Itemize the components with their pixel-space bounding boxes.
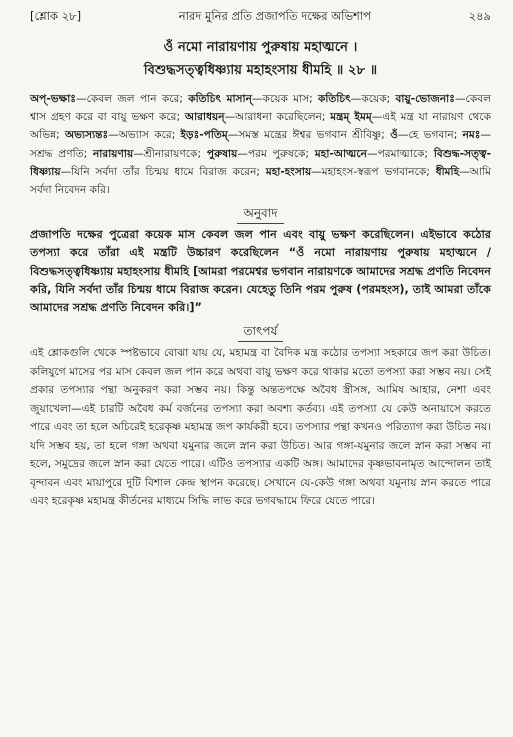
synonym-meaning: সমস্ত মন্ত্রের ঈশ্বর ভগবান শ্রীবিষ্ণু; [238, 129, 385, 142]
page-number: ২৪৯ [468, 9, 491, 23]
book-page [0, 8, 513, 737]
synonym-meaning: অভ্যাস করে; [118, 129, 176, 142]
running-header [30, 8, 491, 30]
synonym-word: কতিচিৎ [317, 93, 351, 105]
synonym-word: অপ্‌-ভক্ষাঃ [30, 93, 76, 105]
synonym-meaning: আমি সর্বদা নিবেদন করি। [30, 165, 492, 197]
synonym-word: ইড়ঃ-পতিম্‌ [180, 129, 228, 142]
synonym-meaning: কয়েক মাস; [262, 93, 313, 105]
synonym-meaning: কেবল জল পান করে; [86, 93, 183, 105]
word-meanings: অপ্‌-ভক্ষাঃ—কেবল জল পান করে; কতিচিৎ মাসান্‌—কয়েক মাস; কতিচিৎ—কয়েক; বায়ু-ভোজনাঃ—কেবল শ্বাস গ্রহণ করে বা বায়ু ভক্ষণ করে; আরাধয়ন্‌—আরাধনা করেছিলেন; মন্ত্রম্‌ ইমম্‌—এই মন্ত্র যা নারায়ণ থেকে অভিন্ন; অভ্যস্যন্তঃ—অভ্যাস করে; ইড়ঃ-পতিম্‌—সমস্ত মন্ত্রের ঈশ্বর ভগবান শ্রীবিষ্ণু; ওঁ—হে ভগবান; নমঃ—সশ্রদ্ধ প্রণতি; নারায়ণায়—শ্রীনারায়ণকে; পুরুষায়—পরম পুরুষকে; মহা-আত্মনে—পরমাত্মাকে; বিশুদ্ধ-সত্ত্ব-ধিষ্ণ্যায়—যিনি সর্বদা তাঁর চিন্ময় ধামে বিরাজ করেন; মহা-হংসায়—মহাহংস-স্বরূপ ভগবানকে; ধীমহি—আমি সর্বদা নিবেদন করি। [30, 93, 492, 197]
synonym-word: মন্ত্রম্‌ ইমম্‌ [330, 111, 372, 124]
synonym-word: অভ্যস্যন্তঃ [64, 129, 109, 142]
translation-heading: অনুবাদ [30, 203, 491, 224]
synonym-word: পুরুষায় [206, 147, 238, 160]
synonym-meaning: শ্রীনারায়ণকে; [143, 147, 202, 160]
synonym-meaning: পরম পুরুষকে; [247, 147, 310, 160]
purport-heading: তাৎপর্য [30, 321, 491, 342]
synonym-word: নারায়ণায় [92, 147, 134, 160]
synonym-word: মহা-আত্মনে [314, 147, 367, 160]
verse-reference: [শ্লোক ২৮] [30, 9, 82, 23]
purport-text: এই শ্লোকগুলি থেকে স্পষ্টভাবে বোঝা যায় যে, মহামন্ত্র বা বৈদিক মন্ত্র কঠোর তপস্যা সহকারে জপ করা উচিত। কলিযুগে মাসের পর মাস কেবল জল পান করে অথবা বায়ু ভক্ষণ করে থাকার মতো তপস্যা করা সম্ভব নয়। সেই প্রকার তপস্যার পন্থা অনুকরণ করা সম্ভব নয়। কিন্তু অন্ততপক্ষে অবৈধ স্ত্রীসঙ্গ, আমিষ আহার, নেশা এবং জুয়াখেলা—এই চারটি অবৈধ কর্ম বর্জনের তপস্যা করা অবশ্য কর্তব্য। এই তপস্যা যে কেউ অনায়াসে করতে পারে এবং তা হলে অচিরেই হরেকৃষ্ণ মহামন্ত্র জপ কার্যকরী হবে। তপস্যার পন্থা কখনও পরিত্যাগ করা উচিত নয়। যদি সম্ভব হয়, তা হলে গঙ্গা অথবা যমুনার জলে স্নান করা উচিত। আর গঙ্গা-যমুনার জলে স্নান করা সম্ভব না হলে, সমুদ্রের জলে স্নান করা যেতে পারে। এটিও তপস্যার একটি অঙ্গ। আমাদের কৃষ্ণভাবনামৃত আন্দোলন তাই বৃন্দাবন এবং মায়াপুরে দুটি বিশাল কেন্দ্র স্থাপন করেছে। সেখানে যে-কেউ গঙ্গা অথবা যমুনায় স্নান করতে পারে এবং হরেকৃষ্ণ মহামন্ত্র কীর্তনের মাধ্যমে সিদ্ধি লাভ করে ভগবদ্ধামে ফিরে যেতে পারে। [30, 347, 491, 508]
synonym-word: বায়ু-ভোজনাঃ [395, 93, 455, 105]
synonym-meaning: মহাহংস-স্বরূপ ভগবানকে; [321, 165, 430, 178]
synonym-meaning: যিনি সর্বদা তাঁর চিন্ময় ধামে বিরাজ করেন; [71, 165, 260, 178]
synonym-word: বিশুদ্ধ-সত্ত্ব-ধিষ্ণ্যায় [30, 147, 491, 178]
synonym-meaning: হে ভগবান; [408, 129, 458, 142]
synonym-meaning: কয়েক; [361, 93, 391, 105]
synonym-word: ওঁ [390, 129, 398, 142]
synonym-meaning: আরাধনা করেছিলেন; [235, 111, 326, 124]
sanskrit-verse [30, 36, 491, 82]
chapter-title: নারদ মুনির প্রতি প্রজাপতি দক্ষের অভিশাপ [178, 9, 371, 23]
synonym-meaning: পরমাত্মাকে; [377, 147, 429, 160]
verse-line-1: ওঁ নমো নারায়ণায় পুরুষায় মহাত্মনে । [163, 40, 358, 55]
synonym-word: ধীমহি [435, 165, 460, 178]
synonym-word: নমঃ [462, 129, 481, 142]
synonym-word: আরাধয়ন্‌ [184, 111, 225, 124]
synonym-meaning: সশ্রদ্ধ প্রণতি; [30, 147, 88, 160]
synonym-meaning: এই মন্ত্র যা নারায়ণ থেকে অভিন্ন; [30, 111, 491, 142]
synonym-word: কতিচিৎ মাসান্‌ [188, 93, 252, 105]
translation-text: প্রজাপতি দক্ষের পুত্রেরা কয়েক মাস কেবল জল পান এবং বায়ু ভক্ষণ করেছিলেন। এইভাবে কঠোর তপস্যা করে তাঁরা এই মন্ত্রটি উচ্চারণ করেছিলেন “ওঁ নমো নারায়ণায় পুরুষায় মহাত্মনে / বিশুদ্ধসত্ত্বধিষ্ণ্যায় মহাহংসায় ধীমহি [আমরা পরমেশ্বর ভগবান নারায়ণকে আমাদের সশ্রদ্ধ প্রণতি নিবেদন করি, যিনি সর্বদা তাঁর চিন্ময় ধামে বিরাজ করেন। যেহেতু তিনি পরম পুরুষ (পরমহংস), তাই আমরা তাঁকে আমাদের সশ্রদ্ধ প্রণতি নিবেদন করি।]” [30, 228, 491, 315]
synonym-word: মহা-হংসায় [265, 165, 312, 178]
synonym-meaning: কেবল শ্বাস গ্রহণ করে বা বায়ু ভক্ষণ করে; [30, 93, 492, 124]
verse-line-2: বিশুদ্ধসত্ত্বধিষ্ণ্যায় মহাহংসায় ধীমহি ॥ ২৮ ॥ [143, 63, 378, 78]
